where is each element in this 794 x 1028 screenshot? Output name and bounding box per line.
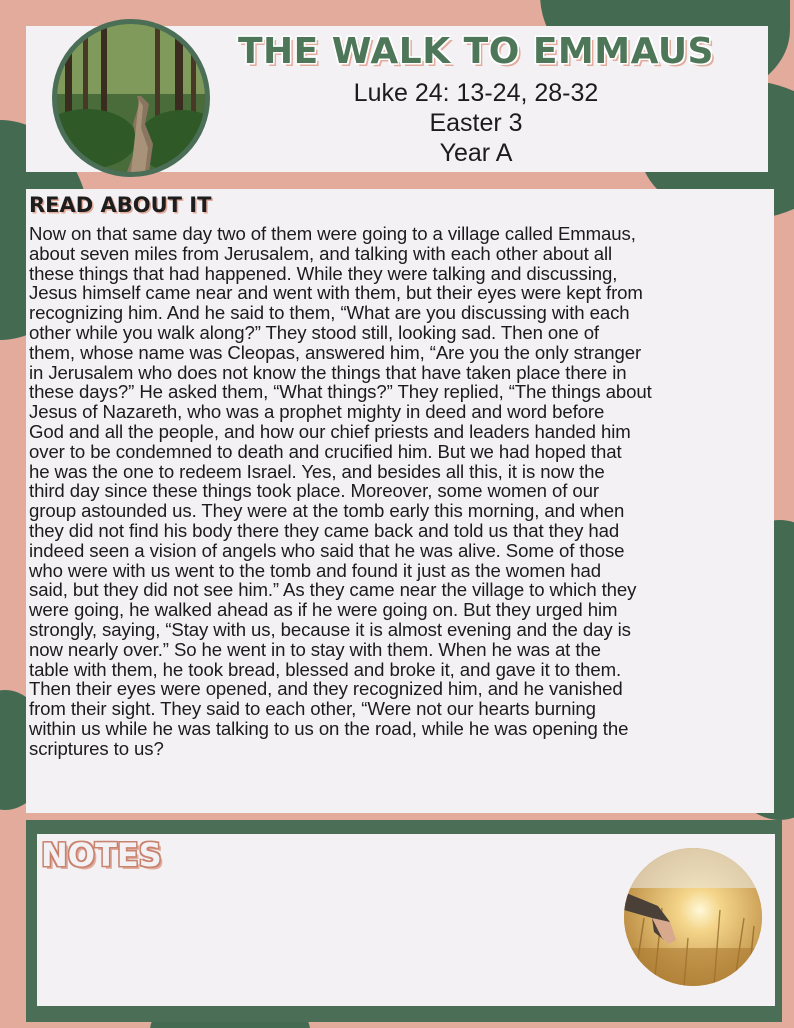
forest-path-photo-icon: [52, 19, 210, 177]
reading-line: over to be condemned to death and crucified him. But we had hoped that: [29, 440, 622, 462]
page-title: THE WALK TO EMMAUS: [238, 31, 714, 72]
reading-line: now nearly over.” So he went in to stay with them. When he was at the: [29, 638, 601, 660]
reading-line: these days?” He asked them, “What things?” They replied, “The things about: [29, 381, 652, 403]
reading-line: Now on that same day two of them were going to a village called Emmaus,: [29, 223, 636, 244]
reading-line: said, but they did not see him.” As they came near the village to which they: [29, 579, 637, 601]
wheat-field-photo-icon: [624, 848, 762, 986]
reading-line: indeed seen a vision of angels who said that he was alive. Some of those: [29, 539, 625, 561]
reading-line: Then their eyes were opened, and they recognized him, and he vanished: [29, 678, 623, 700]
reading-line: group astounded us. They were at the tomb early this morning, and when: [29, 500, 625, 522]
reading-line: these things that had happened. While they were talking and discussing,: [29, 262, 618, 284]
reading-line: were going, he walked ahead as if he were going on. But they urged him: [29, 599, 618, 621]
reading-line: Jesus of Nazareth, who was a prophet mighty in deed and word before: [29, 401, 605, 423]
reading-line: in Jerusalem who does not know the things that have taken place there in: [29, 361, 627, 383]
reading-line: other while you walk along?” They stood still, looking sad. Then one of: [29, 321, 599, 343]
reading-line: they did not find his body there they came back and told us that they had: [29, 519, 620, 541]
reading-line: from their sight. They said to each other, “Were not our hearts burning: [29, 698, 596, 720]
reading-line: Jesus himself came near and went with them, but their eyes were kept from: [29, 282, 643, 304]
liturgical-season: Easter 3: [429, 109, 523, 137]
reading-line: strongly, saying, “Stay with us, because it is almost evening and the day is: [29, 618, 631, 640]
lectionary-year: Year A: [439, 139, 513, 167]
reading-line: God and all the people, and how our chief priests and leaders handed him: [29, 420, 631, 442]
reading-line: he was the one to redeem Israel. Yes, and besides all this, it is now the: [29, 460, 605, 482]
reading-line: within us while he was talking to us on the road, while he was opening the: [29, 717, 629, 739]
notes-heading: NOTES: [41, 836, 162, 874]
reading-line: them, whose name was Cleopas, answered him, “Are you the only stranger: [29, 341, 642, 363]
reading-line: table with them, he took bread, blessed and broke it, and gave it to them.: [29, 658, 622, 680]
reading-line: scriptures to us?: [29, 737, 164, 759]
reading-line: third day since these things took place. Moreover, some women of our: [29, 480, 599, 502]
reading-heading: READ ABOUT IT: [29, 193, 212, 217]
scripture-reference: Luke 24: 13-24, 28-32: [353, 79, 599, 107]
reading-line: recognizing him. And he said to them, “What are you discussing with each: [29, 302, 630, 324]
reading-line: who were with us went to the tomb and found it just as the women had: [29, 559, 602, 581]
reading-line: about seven miles from Jerusalem, and talking with each other about all: [29, 242, 613, 264]
reading-text: [29, 224, 771, 759]
